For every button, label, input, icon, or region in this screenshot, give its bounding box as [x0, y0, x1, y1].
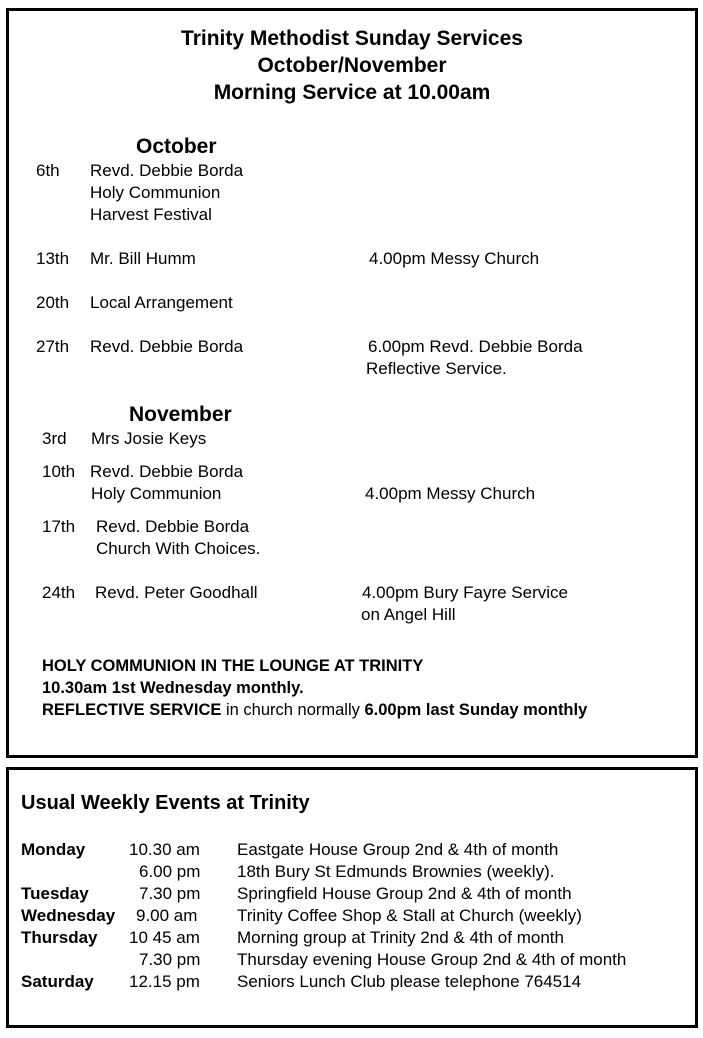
service-detail: Harvest Festival [90, 205, 212, 224]
additional-service: on Angel Hill [361, 605, 456, 624]
service-leader: Revd. Debbie Borda [90, 337, 244, 356]
service-detail: Church With Choices. [96, 539, 261, 558]
sunday-services-panel [6, 8, 698, 758]
weekly-event: Springfield House Group 2nd & 4th of month [237, 884, 572, 903]
weekly-event: Trinity Coffee Shop & Stall at Church (weekly) [237, 906, 582, 925]
weekly-day: Wednesday [21, 906, 116, 925]
weekly-event: Eastgate House Group 2nd & 4th of month [237, 840, 559, 859]
additional-service: 4.00pm Messy Church [365, 484, 536, 503]
weekly-event: 18th Bury St Edmunds Brownies (weekly). [237, 862, 555, 881]
service-date: 10th [42, 462, 76, 481]
reflective-service-note [42, 701, 587, 720]
service-leader: Mrs Josie Keys [91, 429, 207, 448]
holy-communion-note: HOLY COMMUNION IN THE LOUNGE AT TRINITY [42, 657, 424, 675]
additional-service: 4.00pm Messy Church [369, 249, 540, 268]
holy-communion-time: 10.30am 1st Wednesday monthly. [42, 679, 304, 697]
weekly-event: Morning group at Trinity 2nd & 4th of month [237, 928, 564, 947]
additional-service: 6.00pm Revd. Debbie Borda [368, 337, 583, 356]
weekly-events-title: Usual Weekly Events at Trinity [21, 792, 310, 814]
month-heading-november: November [129, 403, 232, 426]
weekly-time: 7.30 pm [139, 884, 201, 903]
weekly-time: 6.00 pm [139, 862, 201, 881]
service-date: 20th [36, 293, 70, 312]
weekly-time: 7.30 pm [139, 950, 201, 969]
service-leader: Revd. Peter Goodhall [95, 583, 258, 602]
service-date: 24th [42, 583, 76, 602]
service-leader: Revd. Debbie Borda [90, 462, 244, 481]
weekly-day: Thursday [21, 928, 98, 947]
service-date: 17th [42, 517, 76, 536]
weekly-time: 10 45 am [129, 928, 200, 947]
reflective-service-time: 6.00pm last Sunday monthly [364, 701, 588, 719]
service-date: 13th [36, 249, 70, 268]
service-date: 6th [36, 161, 60, 180]
weekly-time: 12.15 pm [129, 972, 200, 991]
service-detail: Holy Communion [90, 183, 221, 202]
weekly-day: Monday [21, 840, 86, 859]
service-date: 27th [36, 337, 70, 356]
weekly-event: Seniors Lunch Club please telephone 764514 [237, 972, 582, 991]
service-detail: Holy Communion [91, 484, 222, 503]
morning-service-time: Morning Service at 10.00am [213, 81, 491, 104]
weekly-time: 9.00 am [136, 906, 198, 925]
additional-service: Reflective Service. [366, 359, 507, 378]
weekly-day: Tuesday [21, 884, 89, 903]
reflective-service-location: in church normally [221, 701, 365, 719]
service-leader: Local Arrangement [90, 293, 233, 312]
service-leader: Mr. Bill Humm [90, 249, 196, 268]
service-leader: Revd. Debbie Borda [90, 161, 244, 180]
additional-service: 4.00pm Bury Fayre Service [362, 583, 568, 602]
services-title: Trinity Methodist Sunday Services [181, 27, 523, 50]
month-heading-october: October [136, 135, 217, 158]
weekly-events-panel [6, 767, 698, 1028]
service-leader: Revd. Debbie Borda [96, 517, 250, 536]
service-date: 3rd [42, 429, 67, 448]
weekly-event: Thursday evening House Group 2nd & 4th of month [237, 950, 627, 969]
weekly-day: Saturday [21, 972, 94, 991]
reflective-service-label: REFLECTIVE SERVICE [42, 701, 222, 719]
weekly-time: 10.30 am [129, 840, 200, 859]
services-months: October/November [257, 54, 447, 77]
